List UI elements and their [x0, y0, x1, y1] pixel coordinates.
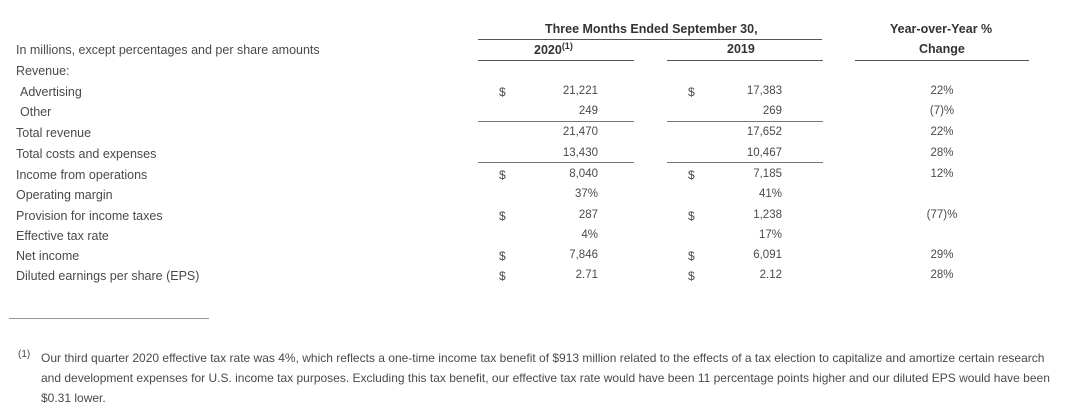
currency-2019: $ — [688, 209, 695, 223]
column-header-2020 — [534, 41, 573, 57]
yoy-header-line2: Change — [919, 42, 965, 56]
value-2019: 17,652 — [746, 126, 782, 138]
yoy-header-rule — [855, 60, 1029, 61]
row-label: Income from operations — [16, 168, 148, 182]
value-2019: 41% — [758, 188, 782, 200]
yoy-change: 29% — [930, 249, 954, 261]
yoy-change: 28% — [930, 269, 954, 281]
value-2020: 37% — [574, 188, 598, 200]
currency-2020: $ — [499, 249, 506, 263]
column-header-2020-label: 2020 — [534, 43, 562, 58]
currency-2019: $ — [688, 249, 695, 263]
row-label: Effective tax rate — [16, 229, 109, 243]
footnote-divider — [9, 318, 209, 319]
row-label: Revenue: — [16, 64, 70, 78]
subtotal-rule-2019-a — [667, 121, 823, 122]
value-2020: 7,846 — [569, 249, 598, 261]
row-label: Other — [20, 105, 52, 119]
yoy-change: 28% — [930, 147, 954, 159]
row-label: Total revenue — [16, 126, 92, 140]
currency-2020: $ — [499, 168, 506, 182]
period-title-rule — [478, 39, 822, 40]
value-2020: 21,470 — [562, 126, 598, 138]
currency-2020: $ — [499, 209, 506, 223]
value-2020: 249 — [578, 105, 598, 117]
row-label: Operating margin — [16, 188, 113, 202]
yoy-header-line1: Year-over-Year % — [890, 22, 993, 36]
row-label: Net income — [16, 249, 80, 263]
value-2019: 2.12 — [759, 269, 782, 281]
yoy-change: 22% — [930, 85, 954, 97]
yoy-change: (7)% — [929, 105, 955, 117]
subtotal-rule-2020-a — [478, 121, 634, 122]
currency-2019: $ — [688, 85, 695, 99]
footnote-marker: (1) — [18, 349, 31, 360]
value-2020: 8,040 — [569, 168, 598, 180]
value-2019: 7,185 — [753, 168, 782, 180]
value-2019: 6,091 — [753, 249, 782, 261]
value-2019: 1,238 — [753, 209, 782, 221]
column-2019-rule — [667, 60, 823, 61]
value-2020: 2.71 — [575, 269, 598, 281]
value-2019: 17,383 — [746, 85, 782, 97]
footnote-text: Our third quarter 2020 effective tax rate was 4%, which reflects a one-time income tax benefit of $913 million related to the effects of a tax election to capitalize and amortize certain research and development expenses for U.S. income tax purposes. Excluding this tax benefit, our effective tax rate would have been 11 percentage points higher and our diluted EPS would have been $0.31 lower. — [41, 351, 1050, 405]
footnote-ref-marker: (1) — [561, 41, 573, 51]
value-2020: 21,221 — [562, 85, 598, 97]
currency-2020: $ — [499, 85, 506, 99]
currency-2020: $ — [499, 269, 506, 283]
value-2019: 10,467 — [746, 147, 782, 159]
subtotal-rule-2019-b — [667, 162, 823, 163]
currency-2019: $ — [688, 269, 695, 283]
column-header-2019: 2019 — [727, 42, 755, 56]
yoy-change: 22% — [930, 126, 954, 138]
row-label: Total costs and expenses — [16, 147, 157, 161]
yoy-change: 12% — [930, 168, 954, 180]
value-2020: 13,430 — [562, 147, 598, 159]
value-2019: 17% — [758, 229, 782, 241]
units-caption: In millions, except percentages and per share amounts — [16, 43, 320, 57]
row-label: Provision for income taxes — [16, 209, 163, 223]
value-2019: 269 — [762, 105, 782, 117]
value-2020: 287 — [578, 209, 598, 221]
subtotal-rule-2020-b — [478, 162, 634, 163]
value-2020: 4% — [581, 229, 598, 241]
column-2020-rule — [478, 60, 634, 61]
period-title: Three Months Ended September 30, — [545, 22, 758, 36]
yoy-change: (77)% — [926, 209, 958, 221]
currency-2019: $ — [688, 168, 695, 182]
row-label: Diluted earnings per share (EPS) — [16, 269, 200, 283]
row-label: Advertising — [20, 85, 82, 99]
